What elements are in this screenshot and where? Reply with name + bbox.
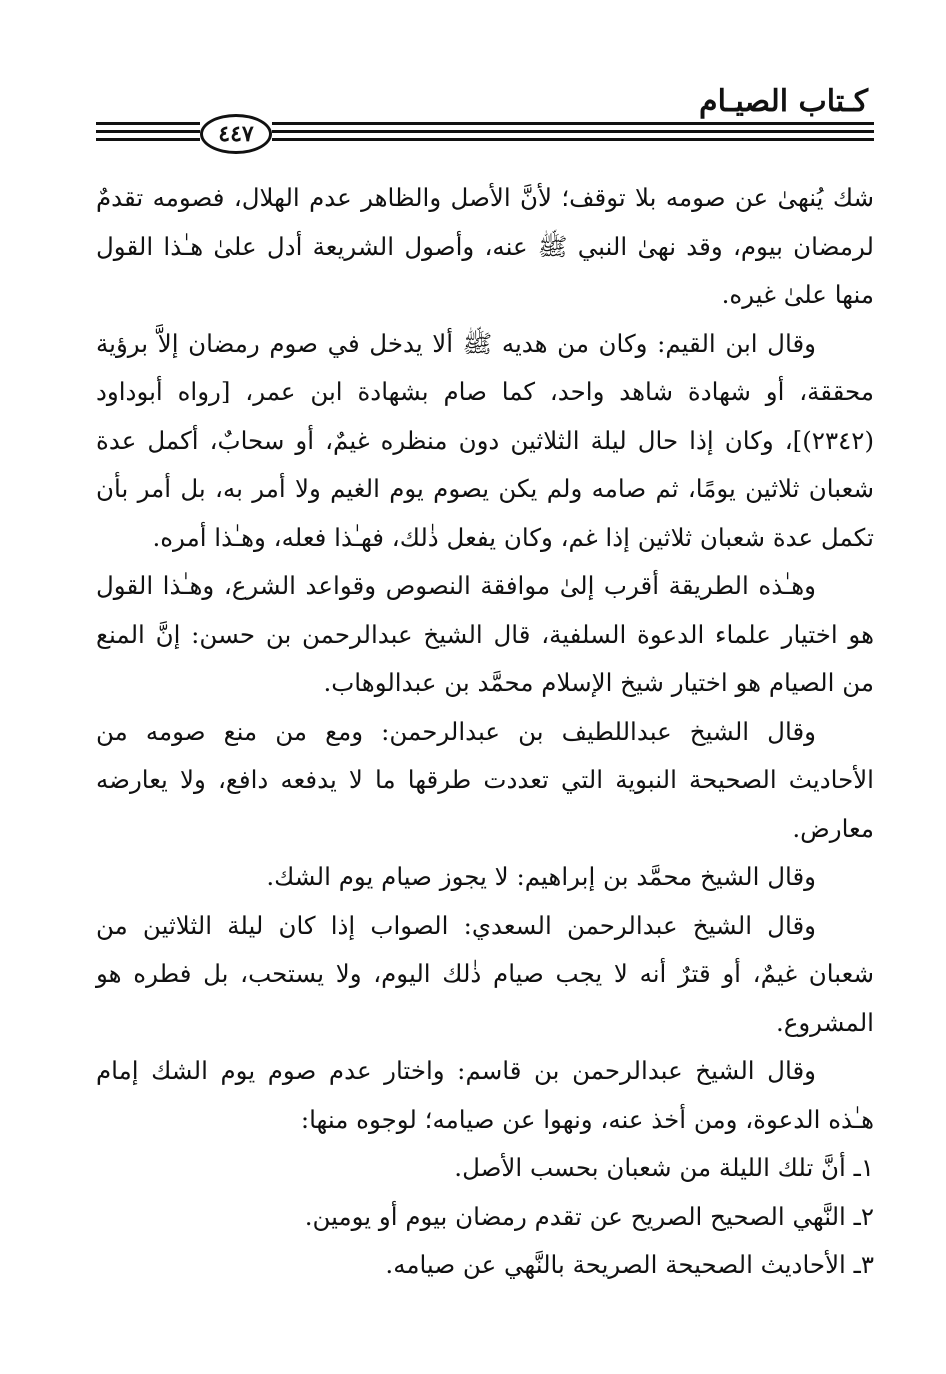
paragraph: وهـٰذه الطريقة أقرب إلىٰ موافقة النصوص وقواعد الشرع، وهـٰذا القول هو اختيار علماء الدعوة السلفية، قال الشيخ عبدالرحمن بن حسن: إنَّ المنع من الصيام هو اختيار شيخ الإسلام محمَّد بن عبدالوهاب.	[96, 571, 874, 697]
header-rule-left-2	[96, 130, 200, 133]
paragraph: وقال الشيخ محمَّد بن إبراهيم: لا يجوز صيام يوم الشك.	[266, 862, 816, 891]
header-rule-right-2	[272, 130, 874, 133]
paragraph: وقال الشيخ عبدالرحمن السعدي: الصواب إذا كان ليلة الثلاثين من شعبان غيمٌ، أو قترٌ أنه لا يجب صيام ذٰلك اليوم، ولا يستحب، بل فطره هو المشروع.	[96, 910, 874, 1037]
header-rule-left-1	[96, 122, 200, 125]
book-title: كـتاب الصيـام	[699, 84, 868, 119]
paragraph: وقال ابن القيم: وكان من هديه ﷺ ألا يدخل في صوم رمضان إلاَّ برؤية محققة، أو شهادة شاهد واحد، كما صام بشهادة ابن عمر، [رواه أبوداود (٢٣٤٢)]، وكان إذا حال ليلة الثلاثين دون منظره غيمٌ، أو سحابٌ، أكمل عدة شعبان ثلاثين يومًا، ثم صامه ولم يكن يصوم يوم الغيم ولا أمر به، بل أمر بأن تكمل عدة شعبان ثلاثين إذا غم، وكان يفعل ذٰلك، فهـٰذا فعله، وهـٰذا أمره.	[96, 328, 874, 552]
page-number: ٤٤٧	[200, 114, 272, 154]
page-body	[96, 174, 874, 1290]
page-header	[96, 78, 874, 158]
header-rule-left-3	[96, 138, 200, 141]
paragraph: شك يُنهىٰ عن صومه بلا توقف؛ لأنَّ الأصل والظاهر عدم الهلال، فصومه تقدمٌ لرمضان بيوم، وقد نهىٰ النبي ﷺ عنه، وأصول الشريعة أدل علىٰ هـٰذا القول منها علىٰ غيره.	[96, 183, 874, 309]
list-item: ١ـ أنَّ تلك الليلة من شعبان بحسب الأصل.	[454, 1153, 874, 1182]
header-rule-right-3	[272, 138, 874, 141]
list-item: ٢ـ النَّهي الصحيح الصريح عن تقدم رمضان بيوم أو يومين.	[304, 1201, 874, 1231]
list-item: ٣ـ الأحاديث الصحيحة الصريحة بالنَّهي عن صيامه.	[385, 1250, 874, 1279]
paragraph: وقال الشيخ عبداللطيف بن عبدالرحمن: ومع من منع صومه من الأحاديث الصحيحة النبوية التي تعددت طرقها ما لا يدفعه دافع، ولا يعارضه معارض.	[96, 716, 874, 843]
header-rule-right-1	[272, 122, 874, 125]
paragraph: وقال الشيخ عبدالرحمن بن قاسم: واختار عدم صوم يوم الشك إمام هـٰذه الدعوة، ومن أخذ عنه، ونهوا عن صيامه؛ لوجوه منها:	[96, 1056, 874, 1134]
